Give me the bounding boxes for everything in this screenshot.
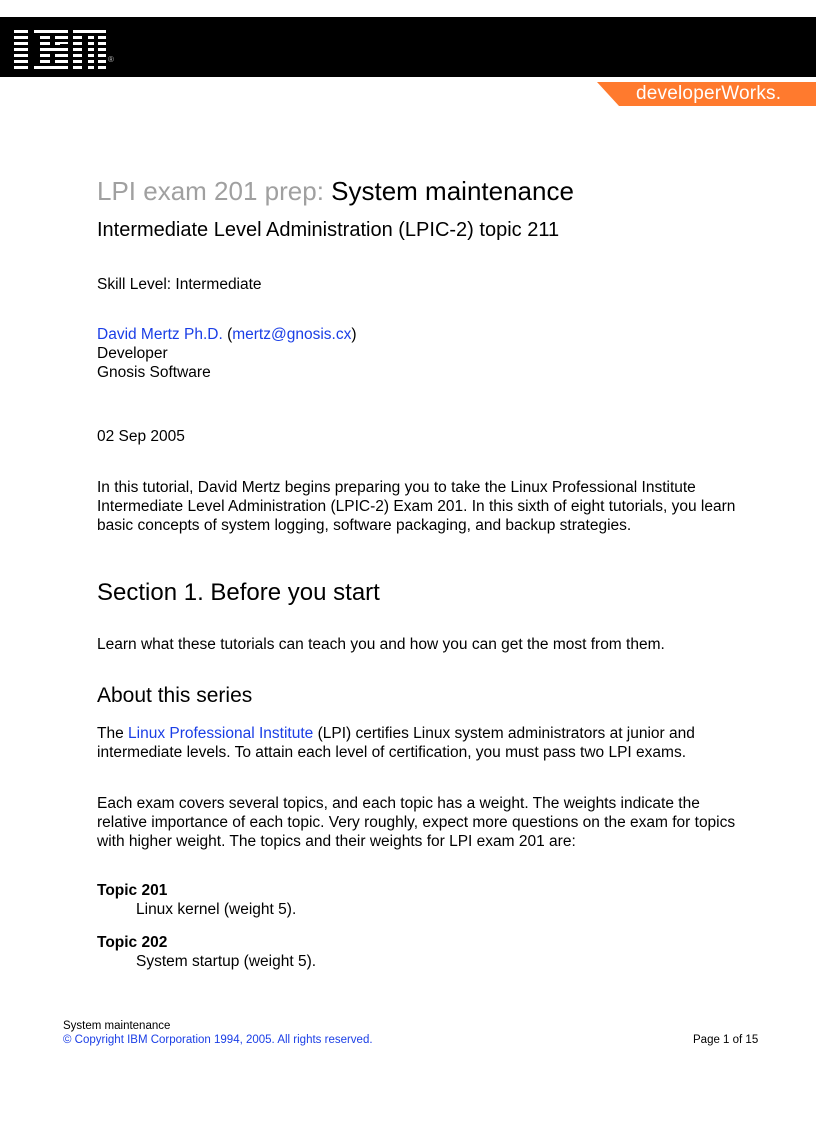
page-number: Page 1 of 15 xyxy=(693,1034,759,1046)
lpi-paragraph-post: (LPI) certifies Linux system administrators at junior and intermediate levels. To attain each level of certification, you must pass two LPI exams. xyxy=(97,725,695,761)
author-name-link[interactable]: David Mertz Ph.D. xyxy=(97,326,223,343)
author-role: Developer xyxy=(97,345,168,362)
skill-level: Skill Level: Intermediate xyxy=(97,276,262,293)
footer-copyright-link[interactable]: © Copyright IBM Corporation 1994, 2005. All rights reserved. xyxy=(63,1034,373,1046)
author-paren-open: ( xyxy=(222,326,233,343)
registered-mark: ® xyxy=(108,55,114,64)
author-company: Gnosis Software xyxy=(97,364,211,381)
developerworks-logo-text[interactable]: developerWorks. xyxy=(636,83,782,104)
section-intro: Learn what these tutorials can teach you and how you can get the most from them. xyxy=(97,636,665,653)
topics-paragraph: Each exam covers several topics, and each topic has a weight. The weights indicate the relative importance of each topic. Very roughly, expect more questions on the exam for topics with higher weight. The topics and their weights for LPI exam 201 are: xyxy=(97,795,736,850)
author-block xyxy=(97,325,737,382)
topic-term: Topic 202 xyxy=(97,934,168,951)
ibm-logo[interactable] xyxy=(14,30,106,70)
subsection-heading: About this series xyxy=(97,684,253,707)
title-prefix: LPI exam 201 prep: xyxy=(97,176,332,206)
topic-term: Topic 201 xyxy=(97,882,168,899)
section-heading: Section 1. Before you start xyxy=(97,579,380,606)
author-email-link[interactable]: mertz@gnosis.cx xyxy=(232,326,352,343)
topic-description: System startup (weight 5). xyxy=(136,953,317,970)
abstract: In this tutorial, David Mertz begins preparing you to take the Linux Professional Institute Intermediate Level Administration (LPIC-2) Exam 201. In this sixth of eight tutorials, you learn basic concepts of system logging, software packaging, and backup strategies. xyxy=(97,479,736,534)
author-paren-close: ) xyxy=(351,326,357,343)
publish-date: 02 Sep 2005 xyxy=(97,428,185,445)
lpi-paragraph xyxy=(97,724,737,762)
lpi-paragraph-pre: The xyxy=(97,725,129,742)
page-title xyxy=(97,176,574,207)
topic-description: Linux kernel (weight 5). xyxy=(136,901,297,918)
footer-doc-title: System maintenance xyxy=(63,1020,171,1032)
page-subtitle: Intermediate Level Administration (LPIC-2) topic 211 xyxy=(97,219,560,241)
lpi-link[interactable]: Linux Professional Institute xyxy=(128,725,314,742)
header-bar xyxy=(0,17,816,77)
title-main: System maintenance xyxy=(331,176,574,206)
